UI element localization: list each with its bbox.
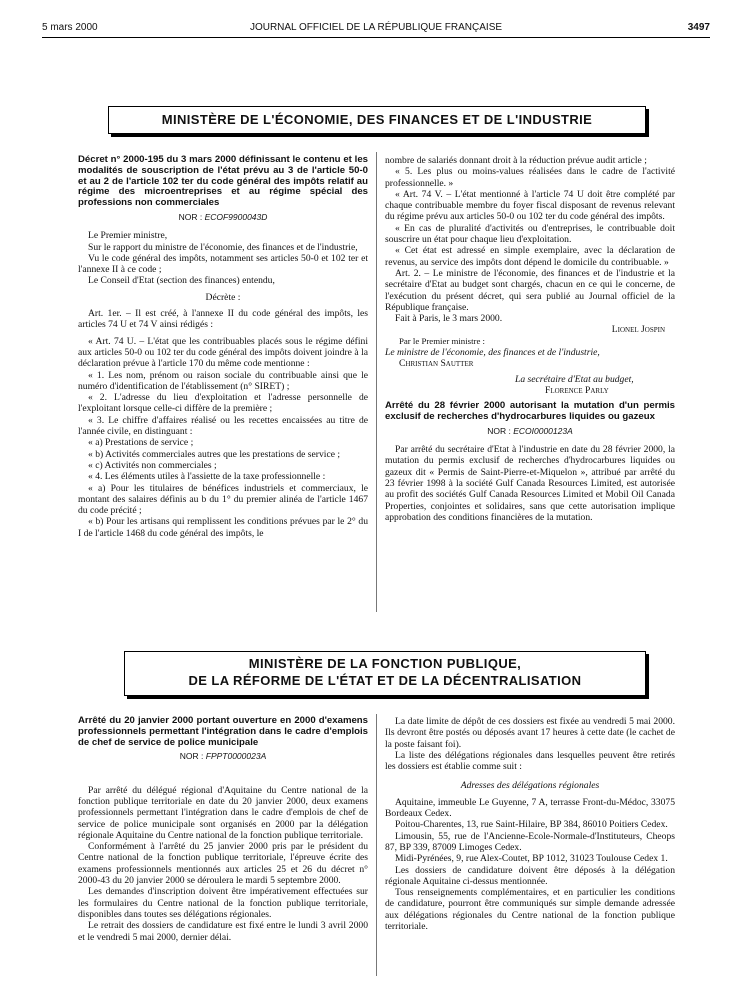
- paragraph: Les dossiers de candidature doivent être déposés à la délégation régionale Aquitaine ci-dessus mentionnée.: [385, 864, 675, 887]
- header-rule: [42, 37, 710, 38]
- ministry-banner-economie: MINISTÈRE DE L'ÉCONOMIE, DES FINANCES ET DE L'INDUSTRIE: [108, 106, 646, 134]
- ministry-line-2: DE LA RÉFORME DE L'ÉTAT ET DE LA DÉCENTRALISATION: [188, 673, 582, 688]
- paragraph: « b) Activités commerciales autres que les prestations de service ;: [88, 448, 341, 460]
- issue-date: 5 mars 2000: [42, 22, 98, 33]
- paragraph: Par arrêté du délégué régional d'Aquitaine du Centre national de la fonction publique territoriale en date du 20 janvier 2000, deux examens professionnels permettant l'intégration dans le cadre d'emplois de chef de service de police municipale sont organisés en 2000 par la délégation régionale Aquitaine du Centre national de la fonction publique territoriale.: [78, 784, 368, 841]
- decret-column-left: [78, 155, 368, 539]
- arrete-column-left: [78, 716, 368, 943]
- paragraph: « 4. Les éléments utiles à l'assiette de la taxe professionnelle :: [88, 471, 326, 483]
- article-1: Art. 1er. – Il est créé, à l'annexe II du code général des impôts, les articles 74 U et 74 V ainsi rédigés :: [78, 308, 368, 331]
- paragraph: « c) Activités non commerciales ;: [88, 459, 217, 471]
- paragraph: Conformément à l'arrêté du 25 janvier 2000 pris par le président du Centre national de la fonction publique territoriale, l'épreuve écrite des examens professionnels mentionnés aux articles 25 et 26 du décret n° 2000-43 du 20 janvier 2000 se déroulera le mardi 5 septembre 2000.: [78, 841, 368, 887]
- signature-secretary: Florence Parly: [545, 384, 609, 396]
- paragraph: nombre de salariés donnant droit à la réduction prévue audit article ;: [385, 155, 647, 166]
- paragraph: Vu le code général des impôts, notamment ses articles 50-0 et 102 ter et l'annexe II à ce code ;: [78, 252, 368, 276]
- address-item: Limousin, 55, rue de l'Ancienne-Ecole-Normale-d'Instituteurs, Cheops 87, BP 339, 87009 Limoges Cedex.: [385, 830, 675, 853]
- page-number: 3497: [687, 22, 710, 33]
- paragraph: « 1. Les nom, prénom ou raison sociale du contribuable ainsi que le numéro d'identification de l'établissement (n° SIRET) ;: [78, 369, 368, 392]
- arrete-column-right: [385, 716, 675, 932]
- arrete-nor-police: NOR : FPPT0000023A: [179, 751, 267, 762]
- paragraph: Les demandes d'inscription doivent être impérativement effectuées sur les formulaires du Centre national de la fonction publique territoriale, disponibles dans toutes ses délégations régionales.: [78, 886, 368, 920]
- paragraph: Le Conseil d'Etat (section des finances) entendu,: [88, 275, 275, 287]
- paragraph: « En cas de pluralité d'activités ou d'entreprises, le contribuable doit souscrire un état pour chaque lieu d'exploitation.: [385, 222, 675, 246]
- paragraph: « Cet état est adressé en simple exemplaire, avec la déclaration de revenus, au service des impôts dont dépend le domicile du contribuable. »: [385, 245, 675, 268]
- article-74u: « Art. 74 U. – L'état que les contribuables placés sous le régime défini aux articles 50-0 ou 102 ter du code général des impôts doivent joindre à la déclaration prévue à l'article 170 du même code mentionne :: [78, 335, 368, 370]
- arrete-nor-mutation: NOR : ECOI0000123A: [487, 425, 573, 436]
- paragraph: « b) Pour les artisans qui remplissent les conditions prévues par le 2° du I de l'article 1468 du code général des impôts, le: [78, 516, 368, 539]
- arrete-title-mutation: Arrêté du 28 février 2000 autorisant la mutation d'un permis exclusif de recherches d'hydrocarbures liquides ou gazeux: [385, 400, 675, 423]
- paragraph: Le Premier ministre,: [88, 230, 168, 242]
- decret-title: Décret n° 2000-195 du 3 mars 2000 définissant le contenu et les modalités de souscription de l'état prévu au 3 de l'article 50-0 et au 2 de l'article 102 ter du code général des impôts relatif au régime des microentreprises et au régime spécial des professions non commerciales: [78, 154, 368, 209]
- ministry-line-1: MINISTÈRE DE LA FONCTION PUBLIQUE,: [248, 656, 522, 671]
- paragraph: Le retrait des dossiers de candidature est fixé entre le lundi 3 avril 2000 et le vendredi 5 mai 2000, dernier délai.: [78, 920, 368, 943]
- column-divider: [376, 714, 377, 976]
- paragraph: « 2. L'adresse du lieu d'exploitation et l'adresse personnelle de l'exploitant lorsque celle-ci diffère de la première ;: [78, 392, 368, 415]
- journal-title: JOURNAL OFFICIEL DE LA RÉPUBLIQUE FRANÇAISE: [249, 22, 503, 33]
- paragraph: « 5. Les plus ou moins-values réalisées dans le cadre de l'activité professionnelle. »: [385, 166, 675, 189]
- ministry-banner-fonction-publique: [124, 651, 646, 696]
- arrete-title-police: Arrêté du 20 janvier 2000 portant ouverture en 2000 d'examens professionnels permettant l'intégration dans le cadre d'emplois de chef de service de police municipale: [78, 715, 368, 748]
- paragraph: Sur le rapport du ministre de l'économie, des finances et de l'industrie,: [88, 241, 358, 253]
- paragraph: Tous renseignements complémentaires, et en particulier les conditions de candidature, pourront être communiqués sur simple demande adressée aux délégations régionales du Centre national de la fonction publique territoriale.: [385, 887, 675, 933]
- minister-role: Le ministre de l'économie, des finances et de l'industrie,: [385, 347, 600, 359]
- address-item: Aquitaine, immeuble Le Guyenne, 7 A, terrasse Front-du-Médoc, 33075 Bordeaux Cedex.: [385, 796, 675, 820]
- signature-minister: Christian Sautter: [399, 358, 474, 370]
- par-premier-ministre: Par le Premier ministre :: [399, 335, 485, 346]
- paragraph: « a) Pour les titulaires de bénéfices industriels et commerciaux, le montant des salaires définis au b du 1° du premier alinéa de l'article 1467 du code précité ;: [78, 482, 368, 517]
- paragraph: « a) Prestations de service ;: [88, 437, 194, 449]
- arrete-text-mutation: Par arrêté du secrétaire d'Etat à l'industrie en date du 28 février 2000, la mutation du permis exclusif de recherches d'hydrocarbures liquides ou gazeux dit « Permis de Saint-Pierre-et-Miquelon », attribué par arrêté du 23 février 1998 à la société Gulf Canada Resources Limited, est autorisée au profit des sociétés Gulf Canada Resources Limited et Mobil Oil Canada Properties, conjointes et solidaires, sans que cette autorisation implique approbation des conditions financières de la mutation.: [385, 444, 675, 523]
- decret-column-right: [385, 155, 675, 523]
- address-item: Midi-Pyrénées, 9, rue Alex-Coutet, BP 1012, 31023 Toulouse Cedex 1.: [395, 853, 668, 865]
- decrete-label: Décrète :: [205, 291, 241, 303]
- secretary-role: La secrétaire d'Etat au budget,: [515, 373, 634, 385]
- paragraph: La liste des délégations régionales dans lesquelles peuvent être retirés les dossiers est établie comme suit :: [385, 749, 675, 773]
- column-divider: [376, 152, 377, 612]
- addresses-title: Adresses des délégations régionales: [460, 780, 600, 792]
- article-74v: « Art. 74 V. – L'état mentionné à l'article 74 U doit être complété par chaque contribuable membre du foyer fiscal disposant de revenus relevant du régime prévu aux articles 50-0 ou 102 ter du code général des impôts.: [385, 188, 675, 223]
- decret-nor: NOR : ECOF9900043D: [178, 211, 268, 222]
- fait-a-paris: Fait à Paris, le 3 mars 2000.: [395, 313, 503, 325]
- address-item: Poitou-Charentes, 13, rue Saint-Hilaire, BP 384, 86010 Poitiers Cedex.: [395, 819, 668, 831]
- article-2: Art. 2. – Le ministre de l'économie, des finances et de l'industrie et la secrétaire d'Etat au budget sont chargés, chacun en ce qui le concerne, de l'exécution du présent décret, qui sera publié au Journal officiel de la République française.: [385, 267, 675, 313]
- page-header: [42, 22, 710, 36]
- paragraph: « 3. Le chiffre d'affaires réalisé ou les recettes encaissées au titre de l'année civile, en distinguant :: [78, 414, 368, 438]
- signature-pm: Lionel Jospin: [611, 324, 665, 336]
- paragraph: La date limite de dépôt de ces dossiers est fixée au vendredi 5 mai 2000. Ils devront être postés ou déposés avant 17 heures à cette date (le cachet de la poste faisant foi).: [385, 716, 675, 750]
